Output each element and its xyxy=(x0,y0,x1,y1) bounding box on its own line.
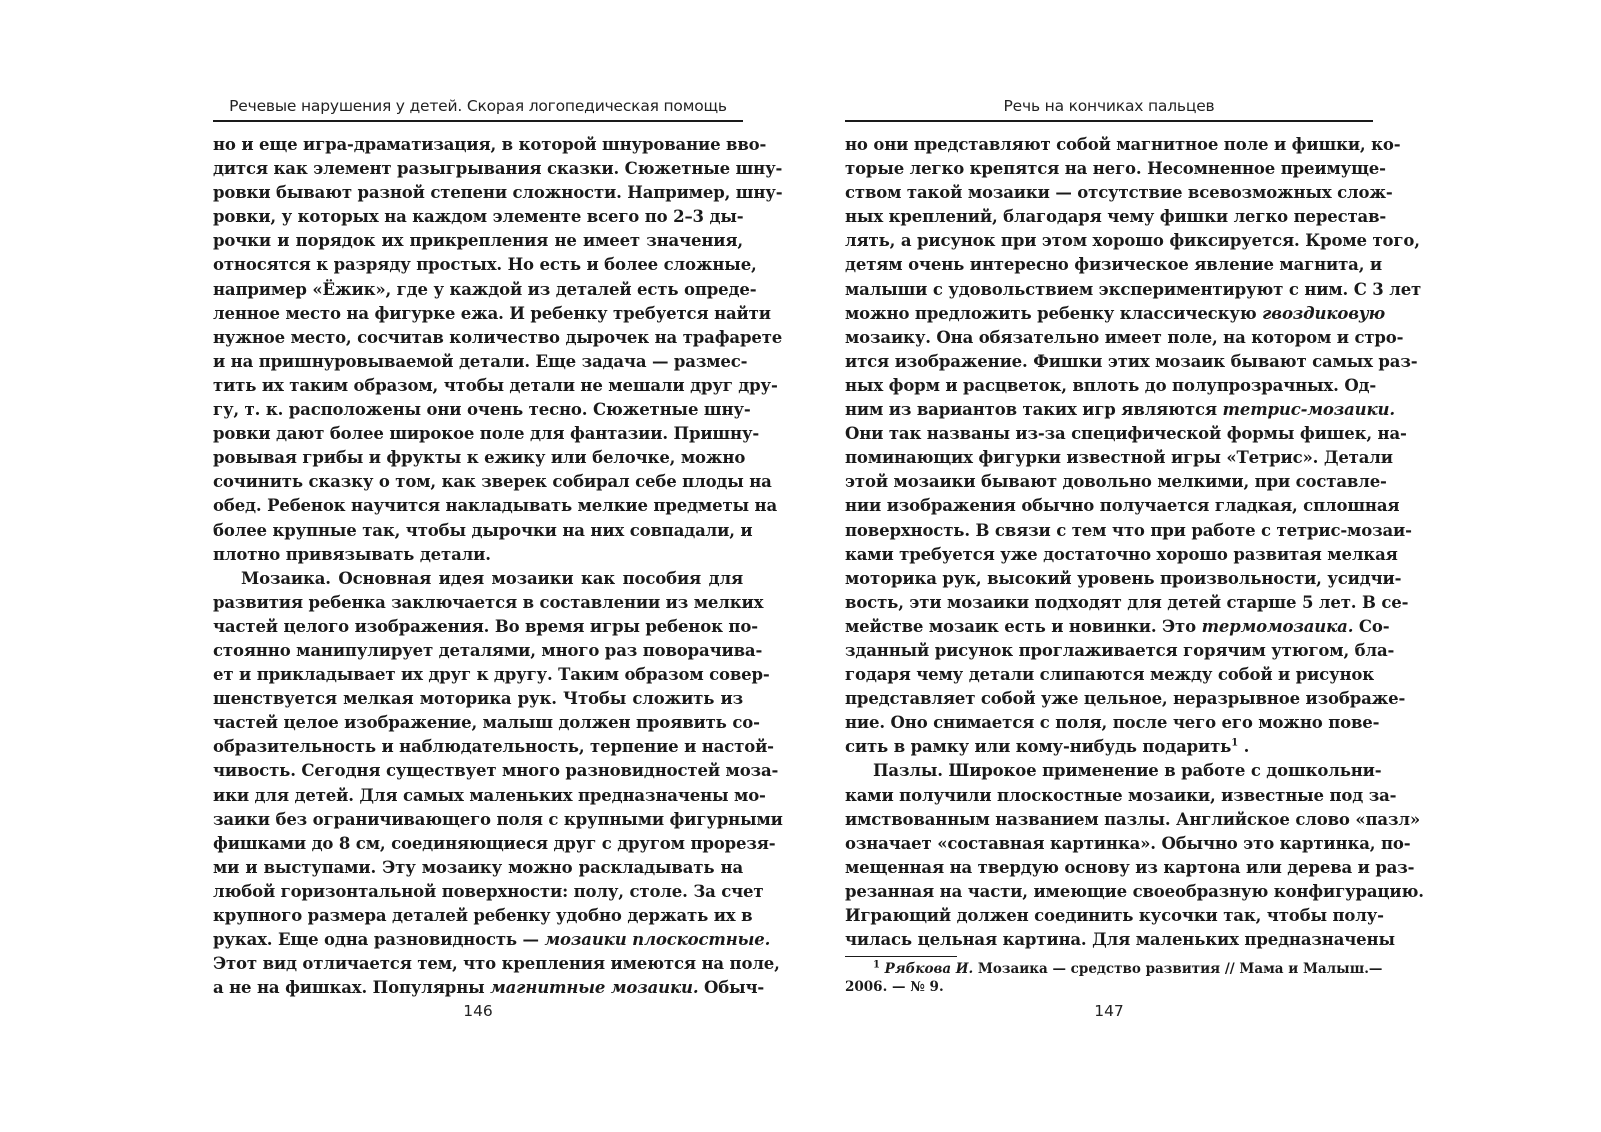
emphasis-flat-mosaics: мозаики плоскостные. xyxy=(544,930,771,950)
footnote-text: Мозаика — средство развития // Мама и Малыш.— xyxy=(973,961,1383,977)
text-fragment: а не на фишках. Популярны xyxy=(213,978,491,998)
text-line: Играющий должен соединить кусочки так, чтобы полу- xyxy=(845,906,1384,925)
footnote-number: 1 xyxy=(873,959,880,971)
text-line: ится изображение. Фишки этих мозаик бывают самых раз- xyxy=(845,351,1418,371)
text-fragment: можно предложить ребенку классическую xyxy=(845,303,1263,323)
text-line: ровки дают более широкое поле для фантазии. Пришну- xyxy=(213,424,760,444)
text-line: например «Ёжик», где у каждой из деталей есть опреде- xyxy=(213,279,757,299)
text-line: дится как элемент разыгрывания сказки. Сюжетные шну- xyxy=(213,159,783,179)
text-line: поминающих фигурки известной игры «Тетрис». Детали xyxy=(845,448,1393,468)
text-fragment: мействе мозаик есть и новинки. Это xyxy=(845,616,1202,636)
text-line: малыши с удовольствием экспериментируют с ним. С 3 лет xyxy=(845,279,1422,299)
footnote-line xyxy=(845,959,1383,978)
text-line: поверхность. В связи с тем что при работе с тетрис-мозаи- xyxy=(845,520,1412,540)
text-line: но и еще игра-драматизация, в которой шнурование вво- xyxy=(213,135,767,154)
text-line: ленное место на фигурке ежа. И ребенку требуется найти xyxy=(213,303,771,323)
text-line: стоянно манипулирует деталями, много раз поворачива- xyxy=(213,640,763,660)
text-fragment: ним из вариантов таких игр являются xyxy=(845,400,1223,420)
text-line: плотно привязывать детали. xyxy=(213,544,491,564)
text-line: крупного размера деталей ребенку удобно держать их в xyxy=(213,906,753,925)
text-line: рочки и порядок их прикрепления не имеет значения, xyxy=(213,231,743,251)
text-line xyxy=(213,976,765,1000)
text-line: нужное место, сосчитав количество дырочек на трафарете xyxy=(213,327,783,347)
emphasis-nail-mosaic: гвоздиковую xyxy=(1262,303,1385,323)
paragraph-puzzle-start xyxy=(845,759,1382,783)
running-head-right: Речь на кончиках пальцев xyxy=(845,96,1373,122)
text-line: зданный рисунок проглаживается горячим утюгом, бла- xyxy=(845,640,1395,660)
text-line: ет и прикладывает их друг к другу. Таким образом совер- xyxy=(213,665,770,685)
text-line: мозаику. Она обязательно имеет поле, на котором и стро- xyxy=(845,327,1404,347)
text-line: фишками до 8 см, соединяющиеся друг с другом прорезя- xyxy=(213,833,776,853)
text-fragment: Со- xyxy=(1353,616,1390,636)
text-line: ных форм и расцветок, вплоть до полупрозрачных. Од- xyxy=(845,375,1377,395)
text-line: ики для детей. Для самых маленьких предназначены мо- xyxy=(213,785,766,805)
text-line: ровки бывают разной степени сложности. Например, шну- xyxy=(213,183,783,203)
text-line: заики без ограничивающего поля с крупными фигурными xyxy=(213,809,783,829)
text-line: ством такой мозаики — отсутствие всевозможных слож- xyxy=(845,183,1393,203)
text-line: шенствуется мелкая моторика рук. Чтобы сложить из xyxy=(213,689,743,709)
text-line: чивость. Сегодня существует много разновидностей моза- xyxy=(213,761,779,781)
text-line: означает «составная картинка». Обычно это картинка, по- xyxy=(845,833,1411,853)
term-mosaic: Мозаика. xyxy=(241,568,331,588)
text-line: резанная на части, имеющие своеобразную конфигурацию. xyxy=(845,881,1424,901)
text-line: имствованным названием пазлы. Английское слово «пазл» xyxy=(845,809,1420,829)
text-line: ми и выступами. Эту мозаику можно раскладывать на xyxy=(213,857,743,877)
text-line: и на пришнуровываемой детали. Еще задача — размес- xyxy=(213,351,748,371)
text-line: моторика рук, высокий уровень произвольности, усидчи- xyxy=(845,568,1402,588)
text-line: любой горизонтальной поверхности: полу, столе. За счет xyxy=(213,881,764,901)
footnote-line: 2006. — № 9. xyxy=(845,979,944,995)
text-line: но они представляют собой магнитное поле и фишки, ко- xyxy=(845,135,1401,154)
text-line: тить их таким образом, чтобы детали не мешали друг дру- xyxy=(213,375,778,395)
text-fragment: . xyxy=(1238,737,1250,757)
footnote xyxy=(845,959,1383,996)
text-line xyxy=(845,615,1390,639)
text-line: более крупные так, чтобы дырочки на них совпадали, и xyxy=(213,520,753,540)
page-number-left: 146 xyxy=(463,1002,493,1020)
text-line: ками получили плоскостные мозаики, известные под за- xyxy=(845,785,1397,805)
text-line: частей целое изображение, малыш должен проявить со- xyxy=(213,713,760,733)
text-line: ных креплений, благодаря чему фишки легко перестав- xyxy=(845,207,1387,227)
text-line: торые легко крепятся на него. Несомненное преимуще- xyxy=(845,159,1386,179)
footnote-author: Рябкова И. xyxy=(884,961,974,977)
text-line: лять, а рисунок при этом хорошо фиксируется. Кроме того, xyxy=(845,231,1420,251)
text-line: детям очень интересно физическое явление магнита, и xyxy=(845,255,1382,275)
text-fragment: руках. Еще одна разновидность — xyxy=(213,930,545,950)
emphasis-thermo-mosaic: термомозаика. xyxy=(1201,616,1354,636)
text-line: развития ребенка заключается в составлении из мелких xyxy=(213,592,764,612)
page-number-right: 147 xyxy=(1094,1002,1124,1020)
text-line: ровки, у которых на каждом элементе всего по 2–3 ды- xyxy=(213,207,744,227)
footnote-mark: 1 xyxy=(1231,737,1239,749)
text-line: этой мозаики бывают довольно мелкими, при составле- xyxy=(845,472,1387,492)
text-line: гу, т. к. расположены они очень тесно. Сюжетные шну- xyxy=(213,400,751,420)
text-line: относятся к разряду простых. Но есть и более сложные, xyxy=(213,255,757,275)
left-page-body xyxy=(213,133,783,1000)
emphasis-tetris-mosaic: тетрис-мозаики. xyxy=(1222,400,1395,420)
text-line: вость, эти мозаики подходят для детей старше 5 лет. В се- xyxy=(845,592,1409,612)
right-page xyxy=(845,0,1424,1132)
emphasis-magnetic-mosaics: магнитные мозаики. xyxy=(490,978,699,998)
text-line: нии изображения обычно получается гладкая, сплошная xyxy=(845,496,1400,516)
text-line xyxy=(845,398,1395,422)
text-line xyxy=(213,928,771,952)
text-fragment: Основная идея мозаики как пособия для xyxy=(330,568,743,588)
text-fragment: сить в рамку или кому-нибудь подарить xyxy=(845,737,1232,757)
text-line: ние. Оно снимается с поля, после чего его можно пове- xyxy=(845,713,1380,733)
text-line: ками требуется уже достаточно хорошо развитая мелкая xyxy=(845,544,1398,564)
paragraph-mosaic-start xyxy=(213,567,743,591)
text-line: представляет собой уже цельное, неразрывное изображе- xyxy=(845,689,1406,709)
right-page-body xyxy=(845,133,1424,952)
text-fragment: Широкое применение в работе с дошкольни- xyxy=(942,761,1382,781)
text-line: мещенная на твердую основу из картона или дерева и раз- xyxy=(845,857,1415,877)
text-line: Они так названы из-за специфической формы фишек, на- xyxy=(845,424,1407,444)
text-line: образительность и наблюдательность, терпение и настой- xyxy=(213,737,774,757)
text-line: ровывая грибы и фрукты к ежику или белочке, можно xyxy=(213,448,746,468)
text-fragment: Обыч- xyxy=(698,978,765,998)
left-page xyxy=(213,0,783,1132)
text-line: Этот вид отличается тем, что крепления имеются на поле, xyxy=(213,954,780,974)
text-line: чилась цельная картина. Для маленьких предназначены xyxy=(845,930,1395,950)
term-puzzles: Пазлы. xyxy=(873,761,943,781)
text-line xyxy=(845,735,1373,759)
running-head-left: Речевые нарушения у детей. Скорая логопедическая помощь xyxy=(213,96,743,122)
text-line: обед. Ребенок научится накладывать мелкие предметы на xyxy=(213,496,777,516)
text-line xyxy=(845,302,1385,326)
text-line: годаря чему детали слипаются между собой и рисунок xyxy=(845,665,1375,685)
text-line: сочинить сказку о том, как зверек собирал себе плоды на xyxy=(213,472,772,492)
text-line: частей целого изображения. Во время игры ребенок по- xyxy=(213,616,758,636)
footnote-divider xyxy=(845,956,957,957)
